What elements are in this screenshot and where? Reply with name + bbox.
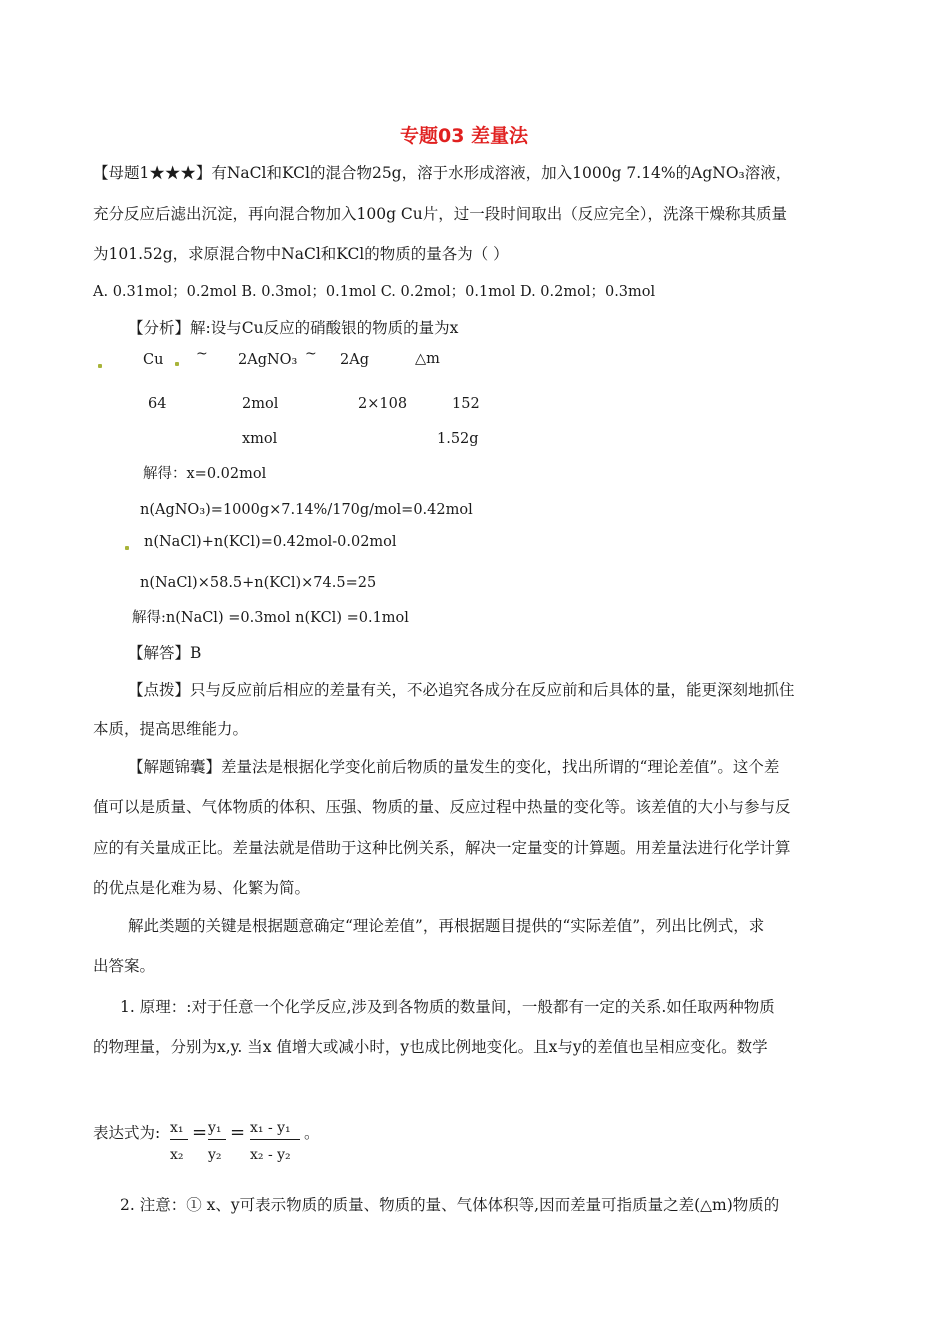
page-title: 专题03 差量法 — [400, 125, 529, 147]
fraction-bar — [250, 1139, 300, 1140]
fraction-bar — [208, 1139, 226, 1140]
reaction-tilde-1: ~ — [196, 346, 208, 362]
method-line-2: 值可以是质量、气体物质的体积、压强、物质的量、反应过程中热量的变化等。该差值的大小与参与反 — [93, 798, 791, 816]
principle-line-2: 的物理量，分别为x,y. 当x 值增大或减小时，y也成比例地变化。且x与y的差值也呈相应变化。数学 — [93, 1038, 768, 1056]
method-line-3: 应的有关量成正比。差量法就是借助于这种比例关系，解决一定量变的计算题。用差量法进行化学计算 — [93, 839, 791, 857]
reaction-ag: 2Ag — [340, 352, 369, 368]
problem-line-3: 为101.52g，求原混合物中NaCl和KCl的物质的量各为（ ） — [93, 245, 509, 263]
solve-result: 解得:n(NaCl) =0.3mol n(KCl) =0.1mol — [132, 610, 409, 626]
principle-line-1: 1. 原理：:对于任意一个化学反应,涉及到各物质的数量间，一般都有一定的关系.如任取两种物质 — [120, 998, 775, 1016]
fraction-x-numerator: x₁ — [170, 1120, 184, 1136]
calc-mass: n(NaCl)×58.5+n(KCl)×74.5=25 — [140, 575, 377, 591]
fraction-difference-denominator: x₂ - y₂ — [250, 1147, 291, 1163]
key-line-1: 解此类题的关键是根据题意确定“理论差值”，再根据题目提供的“实际差值”，列出比例式，求 — [128, 917, 765, 935]
reaction-xmol: xmol — [242, 431, 278, 447]
calc-sum: n(NaCl)+n(KCl)=0.42mol-0.02mol — [144, 534, 397, 550]
method-line-4: 的优点是化难为易、化繁为简。 — [93, 879, 311, 897]
formula-label: 表达式为: — [93, 1124, 161, 1142]
note-line-1: 2. 注意：① x、y可表示物质的质量、物质的量、气体体积等,因而差量可指质量之差(△m)物质的 — [120, 1196, 780, 1214]
reaction-delta-m: △m — [415, 351, 440, 367]
fraction-y-denominator: y₂ — [208, 1147, 222, 1163]
reaction-152: 152 — [452, 396, 480, 412]
calc-agno3: n(AgNO₃)=1000g×7.14%/170g/mol=0.42mol — [140, 502, 473, 518]
fraction-x-denominator: x₂ — [170, 1147, 184, 1163]
reaction-64: 64 — [148, 396, 167, 412]
reaction-2mol: 2mol — [242, 396, 279, 412]
equals-sign-2: = — [230, 1122, 246, 1143]
margin-mark — [175, 362, 179, 366]
fraction-difference-numerator: x₁ - y₁ — [250, 1120, 291, 1136]
reaction-agno3: 2AgNO₃ — [238, 352, 298, 368]
tip-line-2: 本质，提高思维能力。 — [93, 720, 249, 738]
problem-line-1: 【母题1★★★】有NaCl和KCl的混合物25g，溶于水形成溶液，加入1000g 7.14%的AgNO₃溶液， — [93, 164, 792, 182]
reaction-tilde-2: ~ — [305, 346, 317, 362]
fraction-bar — [170, 1139, 188, 1140]
reaction-2x108: 2×108 — [358, 396, 408, 412]
fraction-difference — [250, 1121, 310, 1162]
reaction-1-52g: 1.52g — [437, 431, 479, 447]
method-line-1: 【解题锦囊】差量法是根据化学变化前后物质的量发生的变化，找出所谓的“理论差值”。这个差 — [128, 758, 780, 776]
tip-line-1: 【点拨】只与反应前后相应的差量有关，不必追究各成分在反应前和后具体的量，能更深刻地抓住 — [128, 681, 795, 699]
answer: 【解答】B — [128, 644, 202, 662]
answer-options: A. 0.31mol；0.2mol B. 0.3mol；0.1mol C. 0.2mol；0.1mol D. 0.2mol；0.3mol — [93, 284, 656, 300]
margin-mark — [125, 546, 129, 550]
equals-sign-1: = — [192, 1122, 208, 1143]
margin-mark — [98, 364, 102, 368]
solve-x: 解得：x=0.02mol — [143, 466, 267, 482]
formula-end: 。 — [304, 1124, 320, 1142]
fraction-y-numerator: y₁ — [208, 1120, 222, 1136]
reaction-cu: Cu — [143, 352, 164, 368]
problem-line-2: 充分反应后滤出沉淀，再向混合物加入100g Cu片，过一段时间取出（反应完全），洗涤干燥称其质量 — [93, 205, 788, 223]
analysis-intro: 【分析】解:设与Cu反应的硝酸银的物质的量为x — [128, 319, 459, 337]
key-line-2: 出答案。 — [93, 957, 156, 975]
